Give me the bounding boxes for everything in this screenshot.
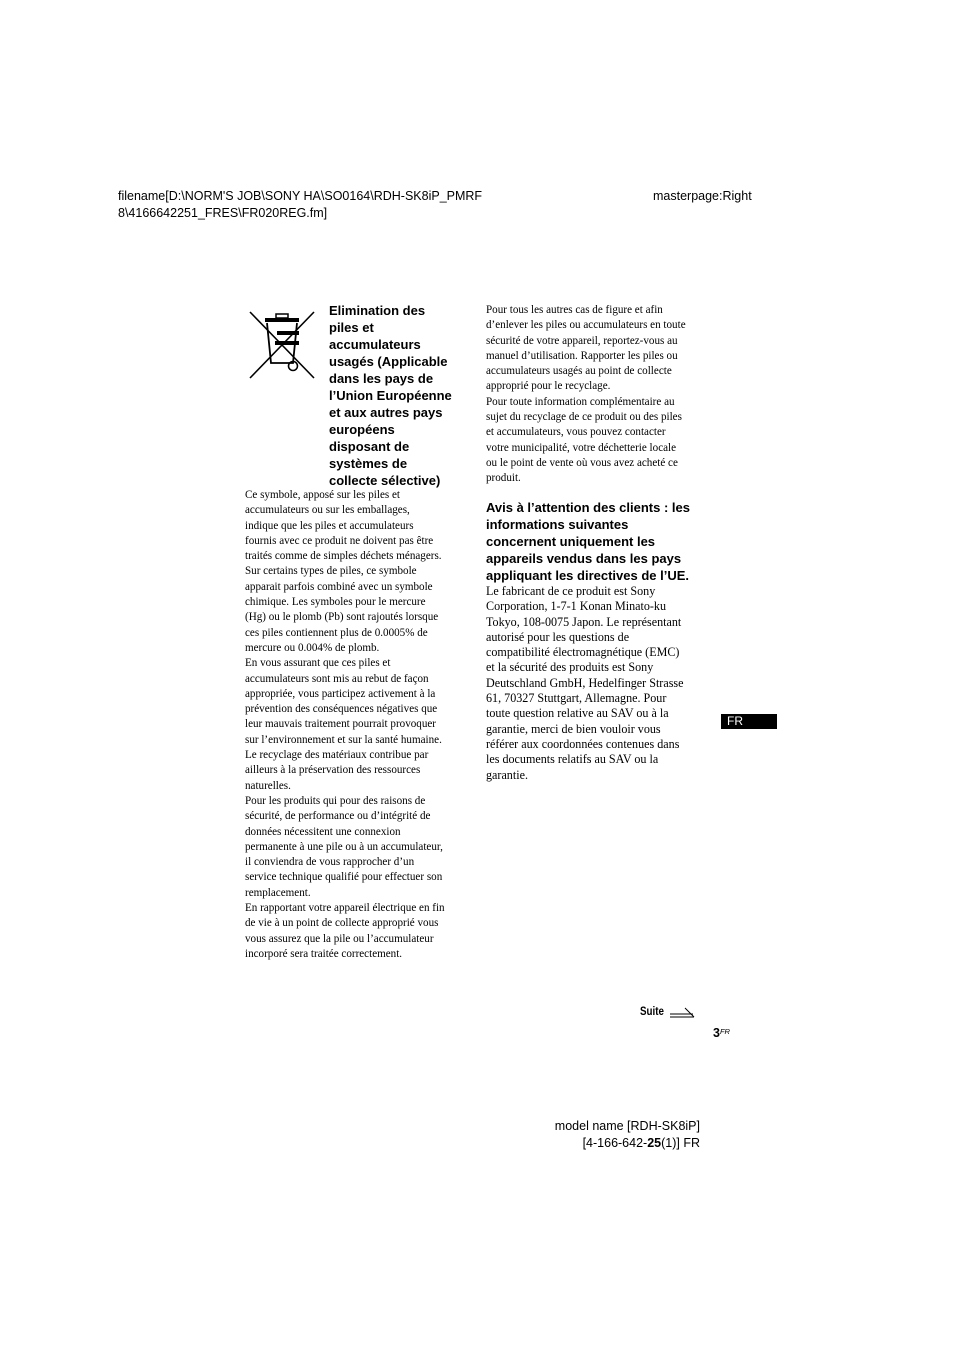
footer-model-name: model name [RDH-SK8iP] [554, 1119, 700, 1133]
body-line: sécurité, de performance ou d’intégrité de [245, 810, 431, 823]
body-line: ces piles contiennent plus de 0.0005% de [245, 626, 428, 639]
language-tab: FR [721, 714, 777, 729]
body-line: référer aux coordonnées contenues dans [486, 736, 680, 751]
suite-continue [640, 1004, 668, 1020]
page-number [713, 1025, 730, 1041]
body-line: Corporation, 1-7-1 Konan Minato-ku [486, 599, 667, 614]
body-line: manuel d’utilisation. Rapporter les piles ou [486, 349, 678, 362]
body-line: les documents relatifs au SAV ou la [486, 752, 659, 767]
body-line: apparait parfois combiné avec un symbole [245, 580, 433, 593]
crossed-out-wheelie-bin-icon [247, 309, 317, 381]
body-line: remplacement. [245, 886, 311, 899]
battery-disposal-continued [486, 303, 711, 487]
body-line: accumulateurs sont mis au rebut de façon [245, 672, 429, 685]
footer-part-code [555, 1135, 700, 1152]
body-line: il conviendra de vous rapprocher d’un [245, 856, 415, 869]
body-line: fournis avec ce produit ne doivent pas être [245, 534, 434, 547]
body-line: données nécessitent une connexion [245, 825, 401, 838]
header-filename [118, 188, 482, 222]
body-line: Deutschland GmbH, Hedelfinger Strasse [486, 675, 684, 690]
body-line: et accumulateurs, vous pouvez contacter [486, 426, 666, 439]
body-line: Pour les produits qui pour des raisons de [245, 794, 426, 807]
heading-line: appareils vendus dans les pays [486, 551, 682, 566]
body-line: naturelles. [245, 779, 291, 792]
body-line: accumulateurs ou sur les emballages, [245, 504, 410, 517]
body-line: garantie, merci de bien vouloir vous [486, 721, 661, 736]
heading-line: dans les pays de [329, 371, 434, 386]
body-line: sur l’environnement et sur la santé humaine. [245, 733, 442, 746]
body-line: de vie à un point de collecte approprié vous [245, 917, 439, 930]
heading-line: systèmes de [329, 456, 408, 471]
body-line: Pour tous les autres cas de figure et afin [486, 304, 663, 316]
heading-line: appliquant les directives de l’UE. [486, 568, 690, 583]
body-line: service technique qualifié pour effectuer son [245, 871, 443, 884]
body-line: toute question relative au SAV ou à la [486, 706, 669, 721]
eu-notice-heading [486, 499, 690, 584]
body-line: permanente à une pile ou à un accumulateur, [245, 840, 443, 853]
body-line: garantie. [486, 767, 528, 782]
body-line: incorporé sera traitée correctement. [245, 947, 403, 960]
body-line: et la sécurité des produits est Sony [486, 660, 654, 675]
body-line: Ce symbole, apposé sur les piles et [245, 489, 400, 501]
heading-line: européens [329, 422, 395, 437]
body-line: Le fabricant de ce produit est Sony [486, 584, 656, 598]
body-line: vous assurez que la pile ou l’accumulateur [245, 932, 434, 945]
heading-line: l’Union Européenne [329, 388, 452, 403]
body-line: Tokyo, 108-0075 Japon. Le représentant [486, 614, 682, 629]
body-line: Sur certains types de piles, ce symbole [245, 565, 417, 578]
body-line: En vous assurant que ces piles et [245, 657, 391, 670]
body-line: leur mauvais traitement pourrait provoquer [245, 718, 436, 731]
body-line: (Hg) ou le plomb (Pb) sont rajoutés lorsque [245, 611, 439, 624]
page-number-suffix: FR [719, 1027, 730, 1036]
footer-code-bold: 25 [647, 1136, 662, 1150]
body-line: produit. [486, 472, 521, 485]
heading-line: collecte sélective) [329, 473, 441, 488]
eu-notice-body [486, 584, 711, 783]
body-line: sécurité de votre appareil, reportez-vous au [486, 334, 678, 347]
body-line: mercure ou 0.004% de plomb. [245, 641, 380, 654]
heading-line: disposant de [329, 439, 410, 454]
body-line: indique que les piles et accumulateurs [245, 519, 414, 532]
footer-code-prefix: [4-166-642- [582, 1136, 648, 1150]
battery-disposal-heading [329, 302, 452, 489]
body-line: ailleurs à la préservation des ressources [245, 764, 421, 777]
body-line: accumulateurs usagés au point de collecte [486, 365, 672, 378]
heading-line: Avis à l’attention des clients : les [486, 500, 690, 515]
body-line: En rapportant votre appareil électrique en fin [245, 902, 445, 915]
body-line: ou le point de vente où vous avez acheté ce [486, 456, 678, 469]
footer-code-suffix: (1)] FR [661, 1136, 700, 1150]
page-number-value: 3 [713, 1026, 720, 1040]
body-line: Le recyclage des matériaux contribue par [245, 749, 429, 762]
body-line: votre municipalité, votre déchetterie locale [486, 441, 677, 454]
continue-arrow-icon [670, 1006, 696, 1018]
suite-label: Suite [640, 1006, 664, 1018]
heading-line: usagés (Applicable [329, 354, 448, 369]
body-line: appropriée, vous participez activement à la [245, 687, 436, 700]
body-line: prévention des conséquences négatives que [245, 703, 438, 716]
heading-line: piles et [329, 320, 374, 335]
body-line: Pour toute information complémentaire au [486, 395, 675, 408]
heading-line: et aux autres pays [329, 405, 443, 420]
body-line: autorisé pour les questions de [486, 629, 630, 644]
body-line: 61, 70327 Stuttgart, Allemagne. Pour [486, 691, 667, 706]
footer-model [555, 1118, 700, 1152]
battery-disposal-body [245, 488, 467, 962]
header-masterpage: masterpage:Right [653, 189, 752, 203]
header-filename-line2: 8\4166642251_FRES\FR020REG.fm] [118, 206, 328, 220]
body-line: traités comme de simples déchets ménagers. [245, 550, 442, 563]
header-filename-line1: filename[D:\NORM'S JOB\SONY HA\SO0164\RDH-SK8iP_PMRF [118, 189, 483, 203]
body-line: chimique. Les symboles pour le mercure [245, 596, 426, 609]
body-line: compatibilité électromagnétique (EMC) [486, 645, 680, 660]
heading-line: informations suivantes [486, 517, 629, 532]
heading-line: accumulateurs [329, 337, 421, 352]
body-line: sujet du recyclage de ce produit ou des piles [486, 411, 682, 424]
body-line: d’enlever les piles ou accumulateurs en toute [486, 319, 686, 332]
body-line: approprié pour le recyclage. [486, 380, 611, 393]
heading-line: concernent uniquement les [486, 534, 656, 549]
heading-line: Elimination des [329, 303, 426, 318]
